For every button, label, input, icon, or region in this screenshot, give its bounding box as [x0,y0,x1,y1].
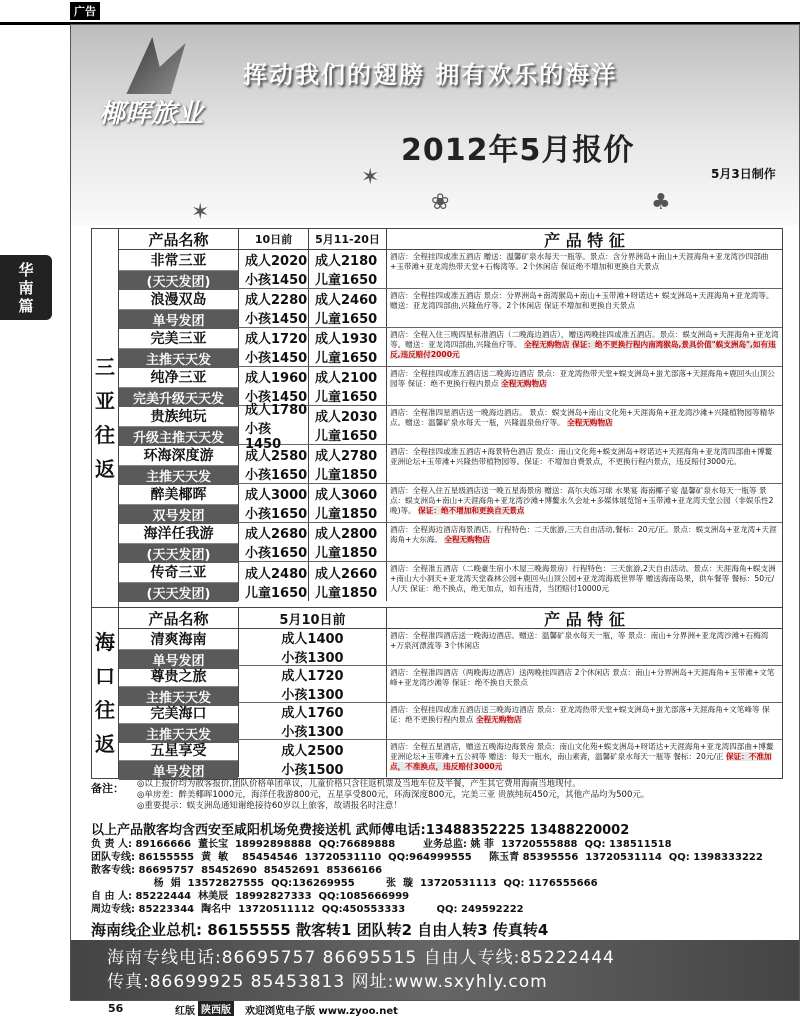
table-row [119,402,782,452]
footer-contact-band [71,940,799,1000]
adult-price: 成人2020 [245,254,308,269]
feature-text: 酒店：全程入住五星级酒店送一晚五星海景房 赠送：高尔夫练习球 水果宴 海南椰子宴 温馨矿泉水每天一瓶等 景点：蜈支洲岛+南山+天涯海角+亚龙湾沙滩+博鳌永久会址+多媒体展览馆+玉带滩+亚龙湾天堂公园（非娱乐性2晚)等。 [390,486,774,515]
product-name-cell [119,406,239,444]
price-may-11-20 [309,250,387,288]
product-name: 贵族纯玩 [119,406,238,427]
product-features [387,703,782,739]
seahorse-icon: ❀ [431,190,450,215]
sanya-section-label [92,229,119,607]
child-price: 小孩1450 [245,312,308,327]
child-price: 儿童1650 [315,390,378,405]
departure-schedule: 单号发团 [119,761,238,780]
brand-logo-text: 椰晖旅业 [99,99,204,129]
child-price: 儿童1650 [245,585,308,601]
product-name: 浪漫双岛 [119,289,238,310]
feature-text: 酒店：全程入住三晚四星标准酒店（二晚海边酒店），赠送两晚挂四或准五酒店。景点：蜈支洲岛+天涯海角+亚龙湾等。赠送：亚龙湾四部曲,兴隆鱼疗等。 [390,330,779,349]
adult-price: 成人2460 [315,293,378,308]
header-before-may-10: 5月10日前 [239,608,387,628]
feature-text: 酒店：全程准四酒店送一晚海边酒店。赠送：温馨矿泉水每天一瓶，等 景点：南山+分界洲+亚龙湾沙滩+石梅湾+万泉河漂流等 3个休闲店 [390,631,769,650]
contact-line: 周边专线: 85223344 陶名中 13720511112 QQ:450553333 QQ: 249592222 [91,904,524,915]
price-may-11-20 [309,328,387,366]
child-price: 儿童1650 [315,273,378,288]
feature-text: 酒店：全程五星酒店，赠送五晚海边海景房 景点：南山文化苑+蜈支洲岛+呀诺达+天涯海角+亚龙湾四部曲+博鳌亚洲论坛+玉带滩+五公祠等 赠送：每天一瓶水，南山素斋，温馨矿泉水每天一瓶等 餐标：20元/正 [390,742,774,761]
price-before-10 [239,562,309,601]
child-price: 小孩1500 [281,762,344,778]
departure-schedule: 单号发团 [119,650,238,669]
adult-price: 成人2680 [245,527,308,542]
product-features [387,289,782,327]
table-row [119,629,782,669]
price-before-may-10 [239,666,387,702]
product-name-cell [119,289,239,327]
price-before-10 [239,328,309,366]
header-features: 产 品 特 征 [544,609,625,629]
label-char: 返 [95,457,115,481]
departure-schedule: 主推天天发 [119,724,238,743]
sanya-section [91,228,783,608]
feature-text: 酒店：全程准五酒店（二晚豪生宿小木屋三晚海景房）行程特色：三天旅游,2天自由活动。景点：天涯海角+蜈支洲+南山大小洞天+亚龙湾天堂森林公园+鹿回头山顶公园+亚龙湾海底世界等 赠送海南岛果，供车餐等 餐标：50元/人/天 保证：绝不换点，绝无加点，如有违背，当团赔付10000元 [390,564,776,593]
product-name-cell [119,523,239,561]
departure-schedule: 升级主推天天发 [119,427,238,446]
side-tab-char: 华 [18,261,34,279]
label-char: 口 [95,664,115,688]
feature-text: 酒店：全程挂四或准五酒店送三晚海边酒店 景点：亚龙湾热带天堂+蜈支洲岛+蚩尤部落+天涯海角+文笔峰等 保证：绝不更换行程内景点 [390,705,770,724]
departure-schedule: 主推天天发 [119,687,238,706]
price-may-11-20 [309,523,387,561]
feature-text: 酒店：全程挂四或准五酒店 景点：分界洲岛+南湾猴岛+南山+玉带滩+呀诺达+ 蜈支洲岛+天涯海角+亚龙湾等。赠送：亚龙湾四部曲,兴隆鱼疗等。2个休闲店 保证不增加和更换自天景点 [390,291,774,310]
feature-text: 酒店：全程准四酒店（两晚海边酒店）送两晚挂四酒店 2个休闲店 景点：南山+分界洲岛+天涯海角+玉带滩+文笔峰+亚龙湾沙滩等 保证：绝不换自天景点 [390,668,775,687]
sanya-table-header [119,229,782,250]
child-price: 儿童1850 [315,585,378,601]
price-before-10 [239,289,309,327]
table-row [119,484,782,523]
product-features [387,629,782,665]
adult-price: 成人2580 [245,449,308,464]
note-line: ◎以上报价均为散客报价,团队价格单团单议，儿童价格只含往返机票及当地车位及半餐，产生其它费用海南当地现付。 [137,779,581,789]
departure-schedule: 主推天天发 [119,349,238,368]
child-price: 儿童1850 [315,546,378,561]
adult-price: 成人2780 [315,449,378,464]
feature-text: 酒店：全程挂四或准五酒店+海景特色酒店 景点：南山文化苑+蜈支洲岛+呀诺达+天涯海角+亚龙湾四部曲+博鳌亚洲论坛+玉带滩+兴隆热带植物园等。保证：不增加自费景点，不更换行程内景点，违反赔付3000元。 [390,447,773,466]
child-price: 小孩1450 [245,351,308,366]
table-row [119,289,782,328]
top-bar [0,0,800,25]
child-price: 小孩 1450 [245,421,282,452]
price-before-10 [239,250,309,288]
child-price: 小孩1300 [281,688,344,703]
header-product-name: 产品名称 [119,608,239,628]
product-name-cell [119,250,239,288]
ad-tag: 广告 [70,2,100,20]
product-features [387,740,782,777]
product-name: 海洋任我游 [119,523,238,544]
product-features [387,666,782,702]
header-features: 产 品 特 征 [544,230,625,250]
adult-price: 成人1930 [315,332,378,347]
page-number: 56 [108,1002,124,1015]
table-row [119,703,782,743]
notes [91,779,781,812]
price-before-10 [239,523,309,561]
feature-text: 酒店：全程海边酒店海景酒店。行程特色：二天旅游,三天自由活动,餐标：20元/正。景点：蜈支洲岛+亚龙湾+天涯海角+大东海。 [390,525,777,544]
table-row [119,367,782,406]
product-name-cell [119,666,239,706]
ad-frame [70,24,800,1001]
price-before-10 [239,484,309,522]
product-features [387,328,782,366]
adult-price: 成人2280 [245,293,308,308]
label-char: 往 [95,423,115,447]
label-char: 海 [95,630,115,654]
product-name: 非常三亚 [119,250,238,271]
website-link[interactable]: 欢迎浏览电子版 www.zyoo.net [245,1006,398,1017]
feature-highlight: 保证：不准加点，不准换点，违反赔付3000元 [390,752,772,771]
pickup-headline: 以上产品散客均含西安至咸阳机场免费接送机 武师傅电话:13488352225 13488220002 [91,823,630,838]
departure-schedule: (天天发团) [119,583,238,602]
child-price: 小孩1650 [245,507,308,522]
adult-price: 成人2800 [315,527,378,542]
feature-text: 酒店：全程挂四或准五酒店送二晚海边酒店 景点：亚龙湾热带天堂+蜈支洲岛+蚩尤部落+天涯海角+鹿回头山顶公园等 保证：绝不更换行程内景点 [390,369,775,388]
child-price: 儿童1650 [315,312,378,327]
starfish-icon: ✶ [361,165,380,190]
product-features [387,484,782,522]
price-may-11-20 [309,289,387,327]
price-may-11-20 [309,406,387,444]
child-price: 小孩1650 [245,546,308,561]
child-price: 小孩1450 [245,273,308,288]
adult-price: 成人3000 [245,488,308,503]
product-name-cell [119,740,239,780]
price-before-may-10 [239,703,387,739]
label-char: 返 [95,732,115,756]
sailboat-logo-icon [119,37,193,97]
section-side-tab [0,255,52,320]
haikou-table-header [119,608,782,629]
product-name: 完美三亚 [119,328,238,349]
product-features [387,562,782,601]
adult-price: 成人2180 [315,254,378,269]
child-price: 儿童1850 [315,507,378,522]
child-price: 儿童1650 [315,351,378,366]
departure-schedule: 完美升级天天发 [119,388,238,407]
product-name: 传奇三亚 [119,562,238,583]
table-row [119,523,782,562]
adult-price: 成人1780 [245,402,308,418]
child-price: 小孩1300 [281,651,344,666]
slogan: 挥动我们的翅膀 拥有欢乐的海洋 [243,61,618,89]
made-date: 5月3日制作 [711,167,776,181]
side-tab-char: 南 [18,279,34,297]
child-price: 小孩1650 [245,468,308,483]
haikou-section-label [92,608,119,778]
adult-price: 成人2660 [315,566,378,582]
departure-schedule: 单号发团 [119,310,238,329]
product-name-cell [119,367,239,405]
product-name-cell [119,629,239,669]
table-row [119,740,782,780]
child-price: 儿童1650 [315,429,378,444]
price-may-11-20 [309,367,387,405]
price-may-11-20 [309,445,387,483]
table-row [119,250,782,289]
table-row [119,445,782,484]
price-before-10 [239,402,309,452]
feature-highlight: 全程无购物店 [475,715,522,724]
header-before-10: 10日前 [239,229,309,249]
contacts [91,819,791,916]
child-price: 儿童1850 [315,468,378,483]
adult-price: 成人2030 [315,410,378,425]
product-features [387,367,782,405]
departure-schedule: (天天发团) [119,271,238,290]
price-may-11-20 [309,484,387,522]
note-line: ◎单房差：醉美椰晖1000元，海洋任我游800元，五星享受800元，环海深度800元，完美三亚 贵族纯玩450元，其他产品均为500元。 [137,790,650,800]
contact-line: 自 由 人: 85222444 林美辰 18992827333 QQ:1085666999 [91,891,410,902]
starfish-icon: ✶ [191,200,210,225]
price-before-may-10 [239,629,387,665]
feature-highlight: 保证：绝不增加和更换自天景点 [418,506,525,515]
price-title: 2012年5月报价 [401,133,635,168]
departure-schedule: (天天发团) [119,544,238,563]
product-name-cell [119,445,239,483]
price-before-may-10 [239,740,387,777]
product-name: 五星享受 [119,740,238,761]
header-may-11-20: 5月11-20日 [309,229,387,249]
product-features [387,406,782,444]
edition-tag: 陕西版 [198,1001,234,1016]
footer-fax-web-line: 传真:86699925 85453813 网址:www.sxyhly.com [107,972,548,992]
feature-text: 酒店：全程准四星酒店送一晚海边酒店。 景点：蜈支洲岛+南山文化苑+天涯海角+亚龙湾沙滩+兴隆植物园等精华点。赠送：温馨矿泉水每天一瓶，兴隆温泉鱼疗等。 [390,408,775,427]
product-name: 尊贵之旅 [119,666,238,687]
product-name: 完美海口 [119,703,238,724]
label-char: 三 [95,355,115,379]
side-tab-char: 篇 [18,297,34,315]
product-features [387,250,782,288]
adult-price: 成人2480 [245,566,308,582]
adult-price: 成人1720 [281,669,344,684]
feature-text: 酒店：全程挂四或准五酒店 赠送：温馨矿泉水每天一瓶等。景点：含分界洲岛+南山+天涯海角+亚龙湾沙四部曲+玉带滩+亚龙湾热带天堂+石梅湾等。2个休闲店 保证绝不增加和更换自天景点 [390,252,769,271]
edition-label: 红版 [175,1006,195,1017]
product-name: 纯净三亚 [119,367,238,388]
product-name: 清爽海南 [119,629,238,650]
child-price: 小孩1450 [245,390,308,405]
hero-banner [71,25,799,225]
product-features [387,523,782,561]
notes-label: 备注： [91,782,124,795]
departure-schedule: 双号发团 [119,505,238,524]
footer-phone-line: 海南专线电话:86695757 86695515 自由人专线:85222444 [107,948,615,968]
adult-price: 成人1720 [245,332,308,347]
feature-highlight: 全程无购物店 [567,418,613,427]
product-name-cell [119,562,239,601]
adult-price: 成人1760 [281,706,344,721]
page-footer [0,1000,800,1018]
header-product-name: 产品名称 [119,229,239,249]
contact-line: 负 责 人: 89166666 董长宝 18992898888 QQ:76689888 业务总监: 姚 菲 13720555888 QQ: 138511518 [91,839,672,850]
product-name-cell [119,328,239,366]
label-char: 往 [95,698,115,722]
adult-price: 成人3060 [315,488,378,503]
adult-price: 成人2500 [281,743,344,759]
palm-tree-icon: ♣ [651,190,671,215]
contact-line: 杨 娟 13572827555 QQ:136269955 张 璇 13720531113 QQ: 1176555666 [91,878,598,889]
contact-line: 散客专线: 86695757 85452690 85452691 85366166 [91,865,383,876]
contact-line: 团队专线: 86155555 黄 敏 85454546 13720531110 QQ:964999555 陈玉青 85395556 13720531114 QQ: 1398333222 [91,852,763,863]
table-row [119,666,782,706]
haikou-section [91,607,783,779]
enterprise-hotline: 海南线企业总机: 86155555 散客转1 团队转2 自由人转3 传真转4 [91,921,549,939]
price-before-10 [239,445,309,483]
note-line: ◎重要提示：蜈支洲岛通知谢绝接待60岁以上旅客，故请报名时注意！ [137,801,402,811]
feature-highlight: 全程无购物店 保证：绝不更换行程内南湾猴岛,景具价值"蜈支洲岛",如有违反,违反赔付2000元 [390,340,776,359]
product-name: 环海深度游 [119,445,238,466]
feature-highlight: 全程无购物店 [501,379,547,388]
child-price: 小孩1300 [281,725,344,740]
feature-highlight: 全程无购物店 [444,535,490,544]
adult-price: 成人2100 [315,371,378,386]
product-features [387,445,782,483]
label-char: 亚 [95,389,115,413]
price-may-11-20 [309,562,387,601]
departure-schedule: 主推天天发 [119,466,238,485]
product-name-cell [119,484,239,522]
product-name: 醉美椰晖 [119,484,238,505]
table-row [119,562,782,601]
adult-price: 成人1400 [281,632,344,647]
product-name-cell [119,703,239,743]
adult-price: 成人1960 [245,371,308,386]
table-row [119,328,782,367]
